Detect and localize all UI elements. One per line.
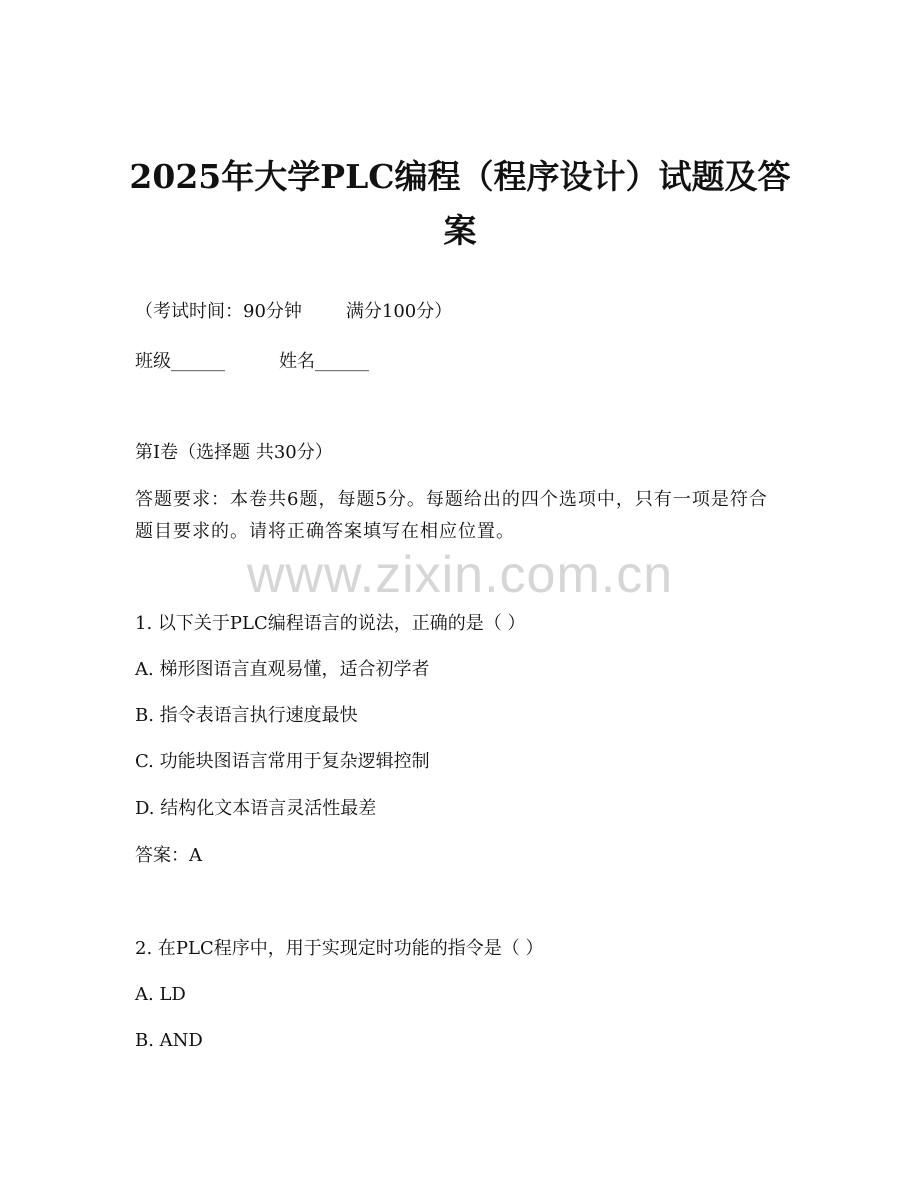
question-option: D. 结构化文本语言灵活性最差 <box>135 798 377 819</box>
section-instructions: 答题要求：本卷共6题，每题5分。每题给出的四个选项中，只有一项是符合题目要求的。请将正确答案填写在相应位置。 <box>135 489 768 542</box>
document-title: 2025年大学PLC编程（程序设计）试题及答案 <box>129 157 791 250</box>
question-option: A. LD <box>135 984 186 1005</box>
name-field: 姓名______ <box>279 351 369 372</box>
exam-score: 满分100分） <box>345 301 453 322</box>
exam-time: （考试时间：90分钟 <box>135 301 302 322</box>
question-option: B. 指令表语言执行速度最快 <box>135 705 358 726</box>
watermark: www.zixin.com.cn <box>246 546 674 604</box>
class-field: 班级______ <box>135 351 225 372</box>
question-stem: 1. 以下关于PLC编程语言的说法，正确的是（ ） <box>135 613 526 634</box>
section-heading: 第I卷（选择题 共30分） <box>135 442 333 463</box>
question-stem: 2. 在PLC程序中，用于实现定时功能的指令是（ ） <box>135 938 544 959</box>
question-option: B. AND <box>135 1030 203 1051</box>
student-fields <box>135 348 369 376</box>
question-option: C. 功能块图语言常用于复杂逻辑控制 <box>135 751 430 772</box>
exam-info <box>135 298 452 326</box>
question-answer: 答案：A <box>135 845 202 866</box>
question-option: A. 梯形图语言直观易懂，适合初学者 <box>135 659 430 680</box>
